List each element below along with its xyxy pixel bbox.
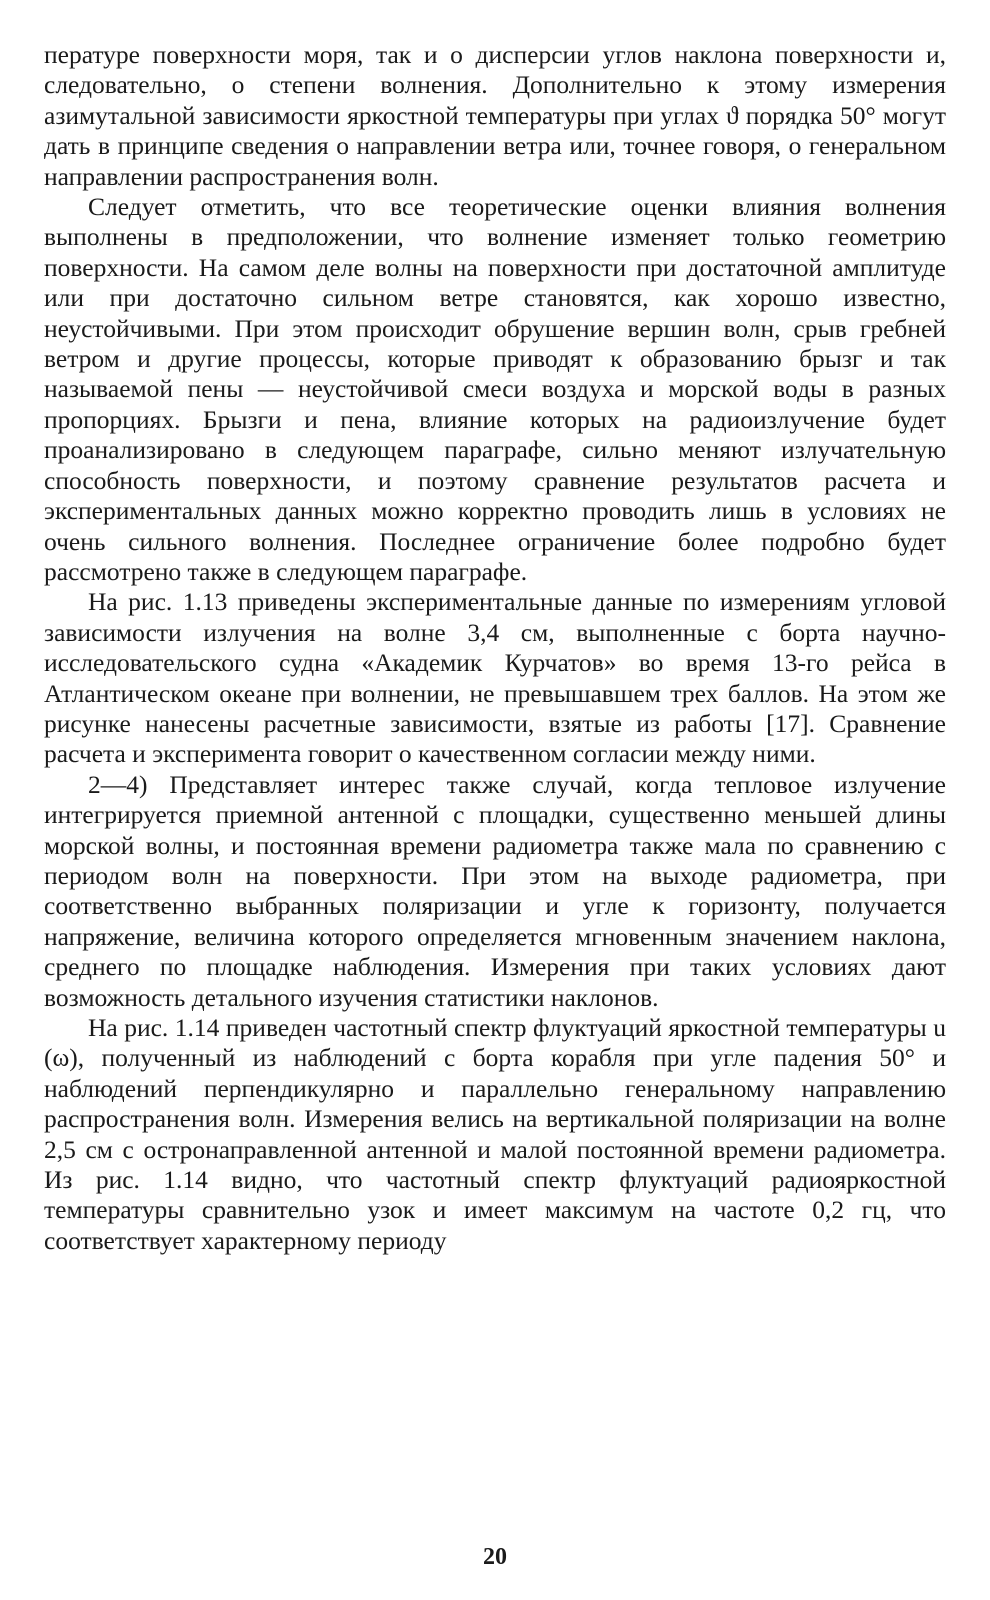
paragraph-case-2-4: 2—4) Представляет интерес также случай, когда тепловое излучение интегрируется приемной антенной с площадки, существенно меньшей длины морской волны, и постоянная времени радиометра также мала по сравнению с периодом волн на поверхности. При этом на выходе радиометра, при соответственно выбранных поляризации и угле к горизонту, получается напряжение, величина которого определяется мгновенным значением наклона, среднего по площадке наблюдения. Измерения при таких условиях дают возможность детального изучения статистики наклонов. (44, 769, 946, 1012)
paragraph-continuation: пературе поверхности моря, так и о дисперсии углов наклона поверхности и, следовательно, о степени волнения. Дополнительно к этому измерения азимутальной зависимости яркостной температуры при углах ϑ порядка 50° могут дать в принципе сведения о направлении ветра или, точнее говоря, о генеральном направлении распространения волн. (44, 40, 946, 191)
paragraph-figure-1-14: На рис. 1.14 приведен частотный спектр флуктуаций яркостной температуры u (ω), полученный из наблюдений с борта корабля при угле падения 50° и наблюдений перпендикулярно и параллельно генеральному направлению распространения волн. Измерения велись на вертикальной поляризации на волне 2,5 см с остронаправленной антенной и малой постоянной времени радиометра. Из рис. 1.14 видно, что частотный спектр флуктуаций радиояркостной температуры сравнительно узок и имеет максимум на частоте 0,2 гц, что соответствует характерному периоду (44, 1013, 946, 1255)
page-body (44, 40, 946, 1256)
paragraph-wave-effects: Следует отметить, что все теоретические оценки влияния волнения выполнены в предположении, что волнение изменяет только геометрию поверхности. На самом деле волны на поверхности при достаточной амплитуде или при достаточно сильном ветре становятся, как хорошо известно, неустойчивыми. При этом происходит обрушение вершин волн, срыв гребней ветром и другие процессы, которые приводят к образованию брызг и так называемой пены — неустойчивой смеси воздуха и морской воды в разных пропорциях. Брызги и пена, влияние которых на радиоизлучение будет проанализировано в следующем параграфе, сильно меняют излучательную способность поверхности, и поэтому сравнение результатов расчета и экспериментальных данных можно корректно проводить лишь в условиях не очень сильного волнения. Последнее ограничение более подробно будет рассмотрено также в следующем параграфе. (44, 192, 946, 586)
paragraph-figure-1-13: На рис. 1.13 приведены экспериментальные данные по измерениям угловой зависимости излучения на волне 3,4 см, выполненные с борта научно-исследовательского судна «Академик Курчатов» во время 13-го рейса в Атлантическом океане при волнении, не превышавшем трех баллов. На этом же рисунке нанесены расчетные зависимости, взятые из работы [17]. Сравнение расчета и эксперимента говорит о качественном согласии между ними. (44, 587, 946, 769)
page-number: 20 (483, 1544, 507, 1570)
